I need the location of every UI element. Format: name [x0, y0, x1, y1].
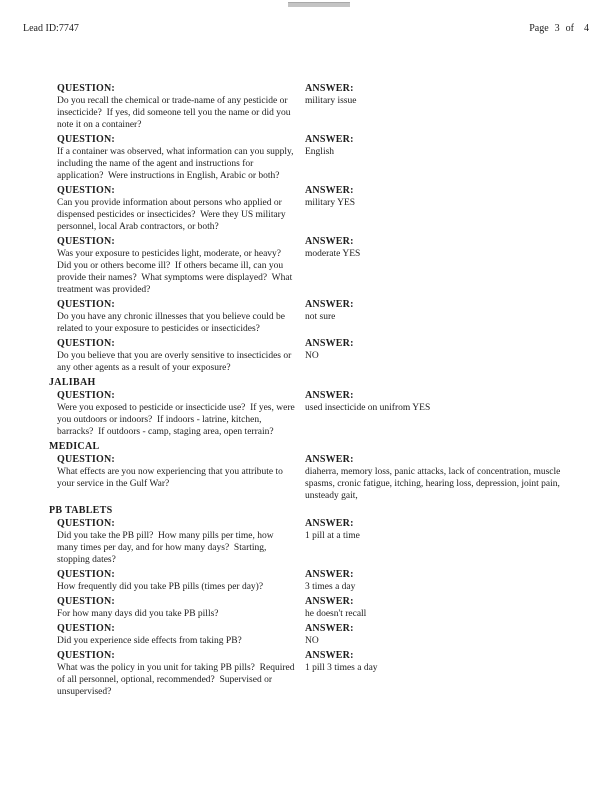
question-cell: [57, 134, 305, 182]
question-text: Do you believe that you are overly sensitive to insecticides or any other agents as a result of your exposure?: [57, 351, 294, 373]
answer-label: ANSWER:: [305, 338, 354, 349]
answer-cell: [305, 454, 565, 502]
answer-cell: [305, 185, 565, 209]
answer-text: used insecticide on unifrom YES: [305, 403, 431, 413]
scan-artifact-bar: [288, 2, 350, 7]
qa-row: [57, 390, 590, 438]
answer-cell: [305, 299, 565, 323]
answer-text: NO: [305, 351, 319, 361]
question-text: Were you exposed to pesticide or insecticide use? If yes, were you outdoors or indoors? If indoors - latrine, kitchen, barracks? If outdoors - camp, staging area, open terrain?: [57, 403, 298, 437]
answer-text: he doesn't recall: [305, 609, 367, 619]
question-label: QUESTION:: [57, 134, 115, 145]
question-label: QUESTION:: [57, 569, 115, 580]
question-cell: [57, 338, 305, 374]
answer-label: ANSWER:: [305, 596, 354, 607]
answer-label: ANSWER:: [305, 518, 354, 529]
answer-cell: [305, 596, 565, 620]
answer-label: ANSWER:: [305, 236, 354, 247]
answer-text: military issue: [305, 96, 357, 106]
answer-label: ANSWER:: [305, 134, 354, 145]
answer-label: ANSWER:: [305, 83, 354, 94]
qa-row: [57, 83, 590, 131]
answer-cell: [305, 83, 565, 107]
section-header: MEDICAL: [49, 441, 100, 452]
section: [49, 505, 590, 698]
qa-list: [57, 518, 590, 698]
answer-text: not sure: [305, 312, 336, 322]
answer-text: 1 pill at a time: [305, 531, 360, 541]
question-cell: [57, 623, 305, 647]
qa-row: [57, 518, 590, 566]
qa-row: [57, 299, 590, 335]
answer-cell: [305, 134, 565, 158]
answer-cell: [305, 569, 565, 593]
question-label: QUESTION:: [57, 390, 115, 401]
question-text: Can you provide information about persons who applied or dispensed pesticides or insecticides? Were they US military personnel, local Arab contractors, or both?: [57, 198, 288, 232]
question-label: QUESTION:: [57, 518, 115, 529]
question-label: QUESTION:: [57, 650, 115, 661]
answer-text: 1 pill 3 times a day: [305, 663, 378, 673]
qa-row: [57, 236, 590, 296]
question-cell: [57, 518, 305, 566]
answer-text: English: [305, 147, 335, 157]
qa-list: [57, 390, 590, 438]
answer-cell: [305, 518, 565, 542]
lead-id: Lead ID:7747: [23, 23, 79, 34]
question-label: QUESTION:: [57, 623, 115, 634]
answer-text: diaherra, memory loss, panic attacks, lack of concentration, muscle spasms, cronic fatigue, itching, hearing loss, depression, joint pain, unsteady gait,: [305, 467, 563, 501]
question-cell: [57, 390, 305, 438]
question-label: QUESTION:: [57, 596, 115, 607]
qa-row: [57, 650, 590, 698]
question-label: QUESTION:: [57, 338, 115, 349]
page-total: 4: [584, 23, 589, 34]
qa-list: [57, 83, 590, 374]
section-header: PB TABLETS: [49, 505, 113, 516]
section: [57, 83, 590, 374]
qa-row: [57, 338, 590, 374]
answer-cell: [305, 623, 565, 647]
question-cell: [57, 454, 305, 490]
answer-text: military YES: [305, 198, 356, 208]
page-current: 3: [554, 23, 560, 34]
page-word: Page: [529, 23, 549, 34]
question-text: Do you have any chronic illnesses that you believe could be related to your exposure to pesticides or insecticides?: [57, 312, 288, 334]
question-text: Do you recall the chemical or trade-name of any pesticide or insecticide? If yes, did someone tell you the name or did you note it on a container?: [57, 96, 293, 130]
answer-label: ANSWER:: [305, 185, 354, 196]
answer-cell: [305, 650, 565, 674]
answer-label: ANSWER:: [305, 569, 354, 580]
section-header: JALIBAH: [49, 377, 96, 388]
question-cell: [57, 299, 305, 335]
question-cell: [57, 83, 305, 131]
answer-cell: [305, 236, 565, 260]
question-text: For how many days did you take PB pills?: [57, 609, 219, 619]
answer-label: ANSWER:: [305, 454, 354, 465]
question-cell: [57, 569, 305, 593]
qa-list: [57, 454, 590, 502]
question-cell: [57, 185, 305, 233]
question-label: QUESTION:: [57, 454, 115, 465]
document-header: [23, 23, 589, 34]
question-text: Was your exposure to pesticides light, moderate, or heavy? Did you or others become ill? If others became ill, can you provide their names? What symptoms were displayed? What treatment was provided?: [57, 249, 295, 295]
question-text: Did you experience side effects from taking PB?: [57, 636, 242, 646]
question-cell: [57, 650, 305, 698]
question-cell: [57, 596, 305, 620]
qa-row: [57, 134, 590, 182]
question-label: QUESTION:: [57, 83, 115, 94]
question-label: QUESTION:: [57, 299, 115, 310]
answer-cell: [305, 338, 565, 362]
answer-label: ANSWER:: [305, 623, 354, 634]
of-word: of: [565, 23, 574, 34]
question-text: What effects are you now experiencing that you attribute to your service in the Gulf War?: [57, 467, 286, 489]
question-text: How frequently did you take PB pills (times per day)?: [57, 582, 264, 592]
question-text: Did you take the PB pill? How many pills per time, how many times per day, and for how many days? Starting, stopping dates?: [57, 531, 277, 565]
qa-row: [57, 185, 590, 233]
answer-label: ANSWER:: [305, 650, 354, 661]
answer-label: ANSWER:: [305, 299, 354, 310]
qa-content: [49, 83, 590, 701]
answer-text: moderate YES: [305, 249, 361, 259]
section: [49, 441, 590, 502]
answer-label: ANSWER:: [305, 390, 354, 401]
answer-cell: [305, 390, 565, 414]
qa-row: [57, 596, 590, 620]
question-text: If a container was observed, what information can you supply, including the name of the agent and instructions for application? Were instructions in English, Arabic or both?: [57, 147, 296, 181]
page-number-indicator: [523, 23, 589, 34]
question-label: QUESTION:: [57, 185, 115, 196]
answer-text: 3 times a day: [305, 582, 356, 592]
qa-row: [57, 454, 590, 502]
qa-row: [57, 623, 590, 647]
question-label: QUESTION:: [57, 236, 115, 247]
qa-row: [57, 569, 590, 593]
question-text: What was the policy in you unit for taking PB pills? Required of all personnel, optional, recommended? Supervised or unsupervised?: [57, 663, 297, 697]
section: [49, 377, 590, 438]
answer-text: NO: [305, 636, 319, 646]
question-cell: [57, 236, 305, 296]
